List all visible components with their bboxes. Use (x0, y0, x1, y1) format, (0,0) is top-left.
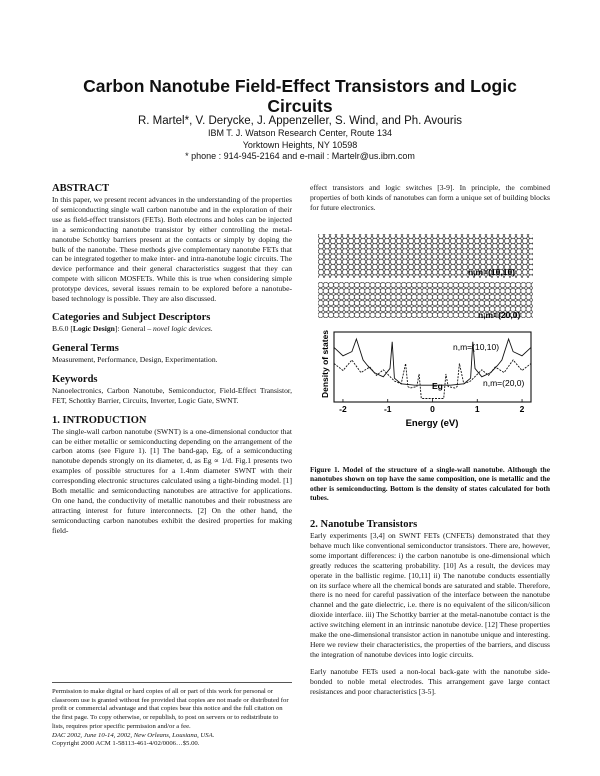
keywords-text: Nanoelectronics, Carbon Nanotube, Semiconductor, Field-Effect Transistor, FET, Schottky Barrier, Circuits, Inverter, Logic Gate, SWNT. (52, 385, 292, 405)
introduction-text: The single-wall carbon nanotube (SWNT) is a one-dimensional conductor that can be either metallic or semiconducting depending on the arrangement of the carbon atoms (see Figure 1). [1] The band-gap, Eg, of a semiconducting nanotube depends strongly on its diameter, d, as Eg ∝ 1/d. Fig.1 presents two examples of possible structures for a 1.4nm diameter SWNT with their corresponding electronic structures calculated using a tight-binding model. [1] Both metallic and semiconducting nanotubes are attractive for applications. On one hand, the conductivity of metallic nanotubes and their robustness are attracting interest for future interconnects. [2] On the other hand, the semiconducting carbon nanotubes exhibit the desired properties for making field- (52, 426, 292, 535)
introduction-heading: 1. INTRODUCTION (52, 414, 147, 426)
tube-label-metallic: n,m=(10,10) (468, 267, 516, 277)
categories-italic: novel logic devices. (153, 323, 213, 333)
plot-label-metallic: n,m=(10,10) (453, 342, 500, 352)
permission-notice (52, 682, 292, 749)
section-2-paragraph-1: Early experiments [3,4] on SWNT FETs (CNFETs) demonstrated that they behave much like conventional semiconductor transistors. There are, however, some important differences: i) the carbon nanotube is one-dimensional which greatly reduces the scattering probability. [10] As a result, the devices may operate in the ballistic regime. [10,11] ii) The nanotube conducts essentially on its surface where all the chemical bonds are saturated and stable. Therefore, there is no need for careful passivation of the interface between the nanotube channel and the gate dielectric, i.e. there is no equivalent of the silicon/silicon dioxide interface. iii) The Schottky barrier at the metal-nanotube contact is the active switching element in an intrinsic nanotube device. [12] These properties make the one-dimensional transistor action in nanotube unique and interesting. Here we review their characteristics, the properties of the barriers, and discuss the integration of nanotube devices into logic circuits. (310, 531, 550, 659)
categories-middle: ]: General – (114, 323, 154, 333)
y-axis-label: Density of states (320, 329, 330, 398)
x-tick-label: -1 (383, 404, 392, 414)
contact-info: * phone : 914-945-2164 and e-mail : Martelr@us.ibm.com (185, 151, 415, 161)
categories-bold: Logic Design (72, 323, 115, 333)
x-tick-label: 1 (474, 404, 480, 414)
permission-text: Permission to make digital or hard copies of all or part of this work for personal or classroom use is granted without fee provided that copies are not made or distributed for profit or commercial advantage and that copies bear this notice and the full citation on the first page. To copy otherwise, or republish, to post on servers or to redistribute to lists, requires prior specific permission and/or a fee. (52, 688, 289, 730)
tube-label-semiconducting: n,m=(20,0) (478, 310, 521, 320)
author-list: R. Martel*, V. Derycke, J. Appenzeller, S. Wind, and Ph. Avouris (137, 115, 463, 127)
plot-frame (334, 332, 531, 402)
x-tick-label: -2 (339, 404, 347, 414)
left-column (52, 183, 292, 536)
intro-continued (310, 183, 550, 213)
plot-label-semiconducting: n,m=(20,0) (483, 378, 525, 388)
keywords-heading: Keywords (52, 373, 98, 385)
figure-1-caption: Figure 1. Model of the structure of a single-wall nanotube. Although the nanotubes shown on top have the same composition, one is metallic and the other is semiconducting. Bottom is the density of states calculated for both tubes. (310, 465, 550, 503)
x-axis-label: Energy (eV) (405, 418, 459, 429)
title-line-1: Carbon Nanotube Field-Effect Transistors and Logic (83, 76, 517, 96)
categories-prefix: B.6.0 [ (52, 323, 73, 333)
x-axis-ticks (339, 399, 525, 414)
copyright-line: Copyright 2000 ACM 1-58113-461-4/02/0006…$5.00. (52, 740, 200, 748)
abstract-heading: ABSTRACT (52, 183, 110, 194)
title-line-2: Circuits (267, 96, 333, 116)
introduction-text-continued: effect transistors and logic switches [3-9]. In principle, the combined properties of both kinds of nanotubes can form a unique set of building blocks for future electronics. (310, 183, 550, 212)
conference-info: DAC 2002, June 10-14, 2002, New Orleans, Lousiana, USA. (52, 731, 215, 739)
affiliation-line-1: IBM T. J. Watson Research Center, Route 134 (207, 128, 393, 138)
x-tick-label: 0 (430, 404, 435, 414)
x-tick-label: 2 (519, 404, 525, 414)
affiliation (40, 128, 560, 163)
affiliation-line-2: Yorktown Heights, NY 10598 (242, 139, 358, 150)
dos-plot (320, 330, 531, 429)
paper-title (40, 76, 560, 116)
categories-text (52, 324, 292, 334)
abstract-text: In this paper, we present recent advances in the understanding of the properties of semiconducting single wall carbon nanotube and in the exploration of their use as field-effect transistors (FETs). Both electrons and holes can be injected in a semiconducting nanotube transistor by either controlling the metal-nanotube Schottky barriers present at the contacts or simply by doping the bulk of the nanotube. These methods give complementary nanotube FETs that can be integrated together to make inter- and intra-nanotube logic circuits. The device performance and their general characteristics suggest that they can compete with silicon MOSFETs. While this is true when considering simple prototype devices, several issues remain to be explored before a nanotube-based technology is possible. They are also discussed. (52, 195, 292, 304)
bandgap-label: Eg (432, 381, 443, 391)
section-2 (310, 519, 550, 697)
section-2-heading: 2. Nanotube Transistors (310, 519, 418, 530)
figure-1 (318, 228, 533, 460)
terms-text: Measurement, Performance, Design, Experimentation. (52, 354, 218, 364)
terms-heading: General Terms (52, 342, 119, 354)
categories-heading: Categories and Subject Descriptors (52, 311, 211, 323)
section-2-paragraph-2: Early nanotube FETs used a non-local back-gate with the nanotube side-bonded to noble metal electrodes. This arrangement gave large contact resistances and poor characteristics [3-5]. (310, 666, 550, 696)
